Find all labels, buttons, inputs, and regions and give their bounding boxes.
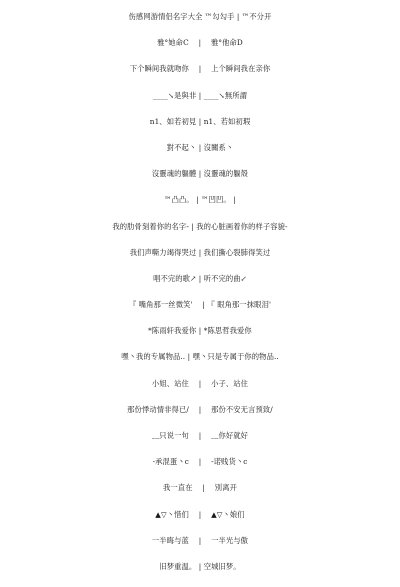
- name-pair-line: 我的肋骨刻着你的名字- | 我的心脏画着你的样子容貌-: [112, 221, 288, 231]
- name-pair-line: 一半晦与蓝 | 一半光与傲: [151, 535, 249, 545]
- name-pair-line: 下个瞬间我就吻你 | 上个瞬间我在亲你: [129, 64, 271, 74]
- name-pair-line: 沒靈魂的軀體 | 沒靈魂的軀殼: [151, 169, 249, 179]
- name-pair-line: ____↘是與非 | ____↘無所謂: [152, 90, 248, 100]
- name-pair-line: *陈雨轩我爱你 | *陈思哲我爱你: [148, 326, 252, 336]
- name-pair-line: 小姐、站住 | 小子、站住: [151, 378, 249, 388]
- name-pair-line: 雅°她命C | 雅°他命D: [157, 38, 243, 48]
- name-pair-line: 唱不完的歌↗ | 听不完的曲↙: [153, 273, 247, 283]
- name-pair-line: ▲▽丶惜们 | ▲▽丶娘们: [155, 509, 245, 519]
- name-pair-line: n1、如若初見 | n1、若如初瑕: [149, 116, 251, 126]
- name-pair-line: 那份悸动情非得已/ | 那份不安无言预致/: [127, 404, 273, 414]
- name-pair-line: -承混蛋丶c | -诺贱货丶c: [152, 457, 248, 467]
- name-pair-line: 對不起丶 | 沒關系丶: [166, 142, 234, 152]
- name-pair-line: 我们声嘶力竭得哭过 | 我们撕心裂肺得笑过: [129, 247, 271, 257]
- name-pair-line: ™凸凸。 | ™凹凹。 |: [164, 195, 236, 205]
- document-title: 伤感网游情侣名字大全 ™勾勾手 | ™不分开: [128, 12, 272, 21]
- name-pair-line: 旧梦重温。 | 空城旧梦。: [159, 561, 241, 571]
- name-pair-line: 我一直在 | 別离开: [163, 483, 237, 493]
- name-pair-line: 嘿丶我的专属物品.. | 嘿丶只是专属于你的物品..: [121, 352, 279, 362]
- name-pair-line: 『 嘴角那一丝微笑' | 『 眼角那一抹眼泪': [128, 300, 272, 310]
- name-pair-line: ﹏只说一句 | ﹏你好就好: [151, 431, 249, 440]
